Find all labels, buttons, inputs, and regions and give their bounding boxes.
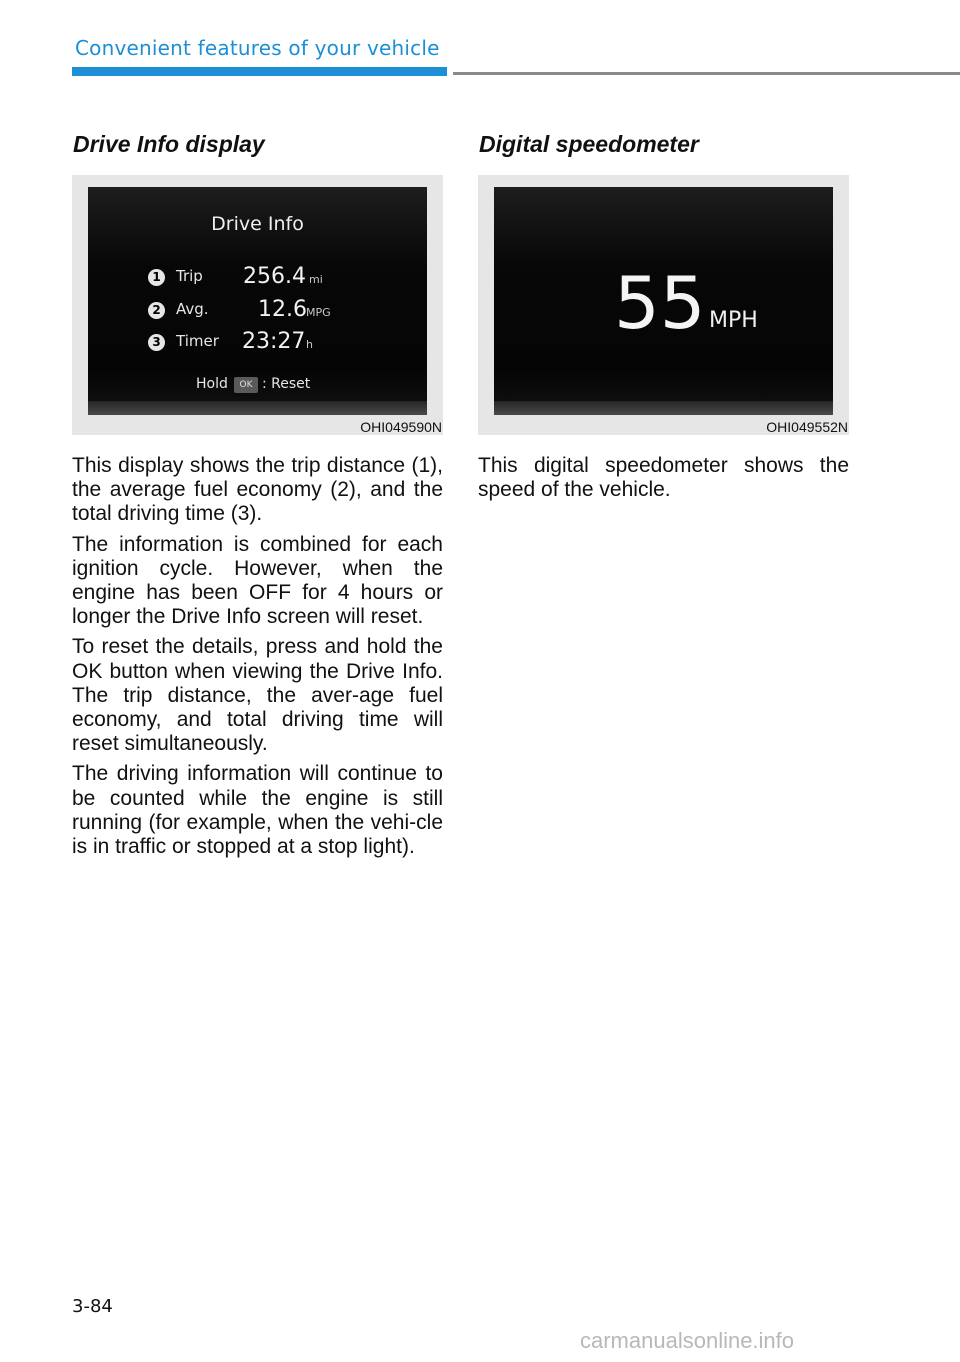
drive-info-body [72,454,443,865]
row-unit: mi [309,273,323,286]
row-number-badge: 3 [148,334,165,351]
row-label: Timer [176,332,219,350]
paragraph: The information is combined for each ignition cycle. However, when the engine has been OFF for 4 hours or longer the Drive Info screen will reset. [72,532,443,629]
ok-button-icon: OK [234,377,258,393]
reset-label: : Reset [262,376,311,392]
row-unit: MPG [306,306,331,319]
figure-code: OHI049552N [766,419,848,435]
row-label: Avg. [176,300,209,318]
drive-info-screen [88,187,427,415]
digital-speedometer-heading: Digital speedometer [479,131,699,157]
drive-info-row-avg [88,297,427,327]
row-label: Trip [176,267,203,285]
speedometer-screen [494,187,833,415]
drive-info-figure [72,175,443,435]
row-value: 12.6 [258,297,307,322]
screen-bezel [494,401,833,415]
watermark: carmanualsonline.info [580,1328,795,1353]
speedometer-figure [478,175,849,435]
paragraph: The driving information will continue to be counted while the engine is still running (for example, when the vehi-cle is in traffic or stopped at a stop light). [72,762,443,859]
drive-info-row-timer [88,329,427,359]
speed-unit: MPH [709,308,758,333]
speed-value: 55 [614,261,706,345]
row-number-badge: 2 [148,302,165,319]
drive-info-screen-title: Drive Info [211,213,304,235]
figure-code: OHI049590N [360,419,442,435]
section-header: Convenient features of your vehicle [75,36,440,60]
screen-bezel [88,401,427,415]
row-value: 256.4 [243,264,306,289]
speedometer-body [478,454,849,508]
row-value: 23:27 [242,329,306,354]
row-unit: h [306,338,313,351]
hold-label: Hold [196,376,228,392]
drive-info-row-trip [88,264,427,294]
header-rule [453,72,960,75]
paragraph: This digital speedometer shows the speed of the vehicle. [478,454,849,502]
header-accent-bar [72,67,447,76]
paragraph: To reset the details, press and hold the OK button when viewing the Drive Info. The trip distance, the aver-age fuel economy, and total driving time will reset simultaneously. [72,635,443,756]
drive-info-heading: Drive Info display [73,131,265,157]
paragraph: This display shows the trip distance (1), the average fuel economy (2), and the total driving time (3). [72,454,443,526]
row-number-badge: 1 [148,269,165,286]
page-number: 3-84 [72,1296,113,1317]
